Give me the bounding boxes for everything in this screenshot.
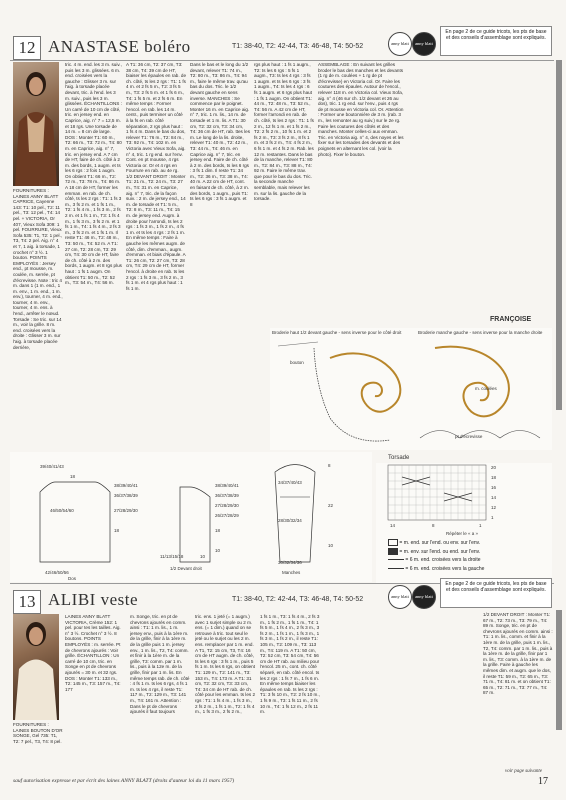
torsade-col-8: 8 <box>432 523 435 528</box>
devant-dim-1: 11/13/15/18 <box>160 554 184 559</box>
legend-2 <box>388 548 480 556</box>
dos-dim-3: 46/50/54/60 <box>50 508 74 513</box>
torsade-row-1: 1 <box>491 515 494 520</box>
col1-fournitures: FOURNITURES : LAINES ANNY BLATT CAPRICE, Cayenne 143: T1: 10 pel., T2: 11 pel., T3: 12 pel., T4: 14 pel. + VICTORIA, Or 407, Vieux Sofa 309: 1 pel. FOURRURE, Vieux Sofa 535: T1, T2: 1 pel., T3, T4: 2 pel. Aig. n° 4 et 7, 1 aig. à torsade, 1 crochet n° 3 ½. 1 bouton. POINTS EMPLOYÉS : Jersey end., pt mousse, m. coulée, m. serrée, pt d'écrevisse. Note : tric 4 m. dans 1 (1 m. end., 1 m. env., 1 m. end., 1 m. env.), tourner, 4 m. end., tourner, 4 m. env., tourner, 4 m. ens. à l'end., arrêter le nœud. Torsade : Se tric. sur 14 m., voir la grille. 8 m. end. croisées vers la droite : Glisser 3 m. sur l'aig. à torsade placée derrière, <box>13 188 63 350</box>
legend-3 <box>388 557 481 564</box>
devant-side-3: 27/28/29/30 <box>215 503 239 508</box>
torsade-label: Torsade <box>388 455 410 461</box>
broderie-diagram <box>270 328 552 450</box>
anny-blatt-logo <box>388 32 412 56</box>
manche-dim-6: 10 <box>328 543 334 548</box>
legend-3-text: = 6 m. end. croisées vers la droite <box>405 557 481 563</box>
footer-copyright: sauf autorisation expresse et par écrit des laines ANNY BLATT (droits d'auteur loi du 11 mars 1957) <box>13 778 235 784</box>
broderie-ecrevisse-label: pt d'écrevisse <box>455 434 483 439</box>
dos-dim-4: 42/46/50/56 <box>45 570 69 575</box>
page-edge-strip-2 <box>556 610 562 730</box>
guide-note: En page 2 de ce guide tricots, les pts de base et des conseils d'assemblage sont expliqués. <box>440 26 552 56</box>
manche-dim-3: 30/32/34/36 <box>278 560 302 565</box>
devant-side-4: 26/27/28/29 <box>215 513 239 518</box>
dos-side-4: 18 <box>114 528 120 533</box>
footer-next: voir page suivante <box>505 769 542 774</box>
col4-text: Dans le bas et le long du 1/2 devant, relever T1: 74 m., T2: 80 m., T3: 86 m., T4: 94 m., faire le même trav. qu'au bas du dos. Tric. le 1/2 devant gauche en sens inverse. MANCHES : Se commence par le poignet. Monter 16 m. en Caprice aig. n° 7, tric. 1 m. lis., 14 m. de torsade et 1 m. lis. A T1: 30 cm, T2: 32 cm, T3: 34 cm, T4: 36 cm de HT, rab. ttes les m. Le long de la lis. droite, relever T1: 40 m., T2: 42 m., T3: 44 m., T4: 46 m. en Caprice aig. n° 7, tric. en jersey end. Faire de ch. côté à 2 m. des bords, ts les 6 rgs : 3 fs 1 dim. Il reste T1: 34 m., T2: 36 m., T3: 38 m., T4: 40 m. A 22 cm de HT, cont. en faisant de ch. côté, à 2 m. des bords, 1 augm., puis T1: ts les 6 rgs : 3 fs 1 augm. et 8 <box>190 62 250 207</box>
devant-side-5: 18 <box>215 528 221 533</box>
page-edge-strip <box>556 60 562 410</box>
guide-note-2: En page 2 de ce guide tricots, les pts de base et des conseils d'assemblage sont expliqués. <box>440 578 552 608</box>
legend-1-text: = m. end. sur l'end. ou env. sur l'env. <box>399 539 481 546</box>
model-silhouette <box>13 62 59 186</box>
devant-side-6: 10 <box>215 548 221 553</box>
section-sizes-2: T1: 38-40, T2: 42-44, T3: 46-48, T4: 50-52 <box>232 596 364 603</box>
broderie-svg <box>270 328 552 450</box>
manche-dim-4: 8 <box>328 463 331 468</box>
devant-label: 1/2 Devant droit <box>170 566 202 571</box>
col3-text: A T1: 36 cm, T2: 37 cm, T3: 38 cm, T4: 39 cm de HT, biaiser les épaules en rab. de ch. côté, ts les 2 rgs : T1: 1 fs 4 m. et 2 fs 5 m., T2: 3 fs 5 m., T3: 2 fs 5 m. et 1 fs 6 m., T4: 1 fs 5 m. et 2 fs 6 m. En même temps : Former l'encol. en rab. les 14 m. centr., puis terminer un côté à la fs en rab. côté séparation, 2 rgs plus haut : 1 fs 4 m. Dans le bas du dos, relever T1: 76 m., T2: 84 m., T3: 92 m., T4: 102 m. en Victoria avec Vieux Sofa, aig. n° 4, tric. 1 rg end. sur l'env. Cont. en pt mousse, 4 rgs Victoria or. Or et 4 rgs en Fourrure en rab. au 4e rg. 1/2 DEVANT DROIT : Monter T1: 21 m., T2: 24 m., T3: 27 m., T4: 31 m. en Caprice, aig. n° 7, tric. de la façon suiv. : 2 m. de jersey end., 14 m. de torsade et T1: 5 m., T2: 8 m., T3: 11 m., T4: 15 m. de jersey end. Augm. à droite pour l'arrondi, ts les 2 rgs : 1 fs 3 m., 1 fs 2 m., 4 fs 1 m. et ts les 4 rgs : 2 fs 1 m. En même temps : Faire à gauche les mêmes augm. de côté, dim. d'emman., augm. d'emman. et biais d'épaule. A T1: 26 cm, T2: 27 cm, T3: 28 cm, T4: 29 cm de HT, former l'encol. à droite en rab. ts les 2 rgs : 1 fs 3 m., 3 fs 2 m., 3 fs 1 m. et 4 rgs plus haut : 1 fs 1 m. <box>126 62 186 291</box>
dos-label: Dos <box>68 576 77 581</box>
page-number: 17 <box>538 776 548 787</box>
manche-dim-5: 22 <box>328 503 334 508</box>
section-title-2: ALIBI veste <box>48 590 139 609</box>
manche-dim-2: 28/30/32/34 <box>278 518 302 523</box>
francoise-label: FRANÇOISE <box>490 316 532 323</box>
devant-side-2: 36/37/38/39 <box>215 493 239 498</box>
torsade-row-14: 14 <box>491 495 497 500</box>
torsade-col-14: 14 <box>390 523 396 528</box>
s2-col5-text: 1/2 DEVANT DROIT : Monter T1: 67 m., T2: 73 m., T3: 79 m., T4: 89 m. Songe, tric. en pt de chevrons ajourés en comm. ainsi : T1: 1 m. lis., comm. et finir à la 1ère m. de la grille, puis 1 m. lis., T2, T4: comm. par 1 m. lis., puis à la 1ère m. de la grille, finir par 1 m. lis., T3: comm. à la 1ère m. de la grille. Faire à gauche les mêmes dim. et augm. que le dos, il reste T1: 59 m., T2: 65 m., T3: 71 m., T4: 81 m. et on obtient T1: 65 m., T2: 71 m., T3: 77 m., T4: 87 m. <box>483 612 553 696</box>
legend-4-text: = 6 m. end. croisées vers la gauche <box>405 566 485 572</box>
col6-text: ASSEMBLAGE : En suivant les grilles broder le bas des manches et les devants (1 rg de m. coulées + 1 rg de pt d'écrevisse) en Victoria col. Or. Faire les coutures des épaules. Autour de l'encol., relever 118 m. en Victoria col. Vieux Sofa, aig. n° 4 (46 sur ch. 1/2 devant et 26 au dos), tric. 1 rg end. sur l'env., puis 4 rgs de pt mousse en Victoria col. Or. Attention : Former une boutonnière de 3 m. (rab. 3 m., les remonter au rg suiv.) sur le 2e rg. Faire les coutures des côtés et des manches. Monter celles-ci aux emman. Tric. en Victoria aig. n° 4, des noyes et les fixer sur les torsades des devants et des poignets en alternant les col. (voir la photo). Fixer le bouton. <box>318 62 404 157</box>
section-sizes: T1: 38-40, T2: 42-44, T3: 46-48, T4: 50-52 <box>232 43 364 50</box>
broderie-coulees-label: m. coulées <box>475 386 497 391</box>
model-silhouette-2 <box>13 614 59 720</box>
logo-text-dark: anny blatt <box>415 41 433 46</box>
dos-side-3: 27/28/29/30 <box>114 508 138 513</box>
legend-1 <box>388 539 480 547</box>
torsade-repeat: Répéter le « a » <box>446 531 479 536</box>
legend-4 <box>388 566 484 573</box>
torsade-row-12: 12 <box>491 505 497 510</box>
photo-caption-2: FOURNITURES : LAINES BOUTON D'OR SONGE, Gel 735: T1, T2: 7 pel., T3, T4: 8 pel. <box>13 722 63 744</box>
torsade-row-20: 20 <box>491 465 497 470</box>
anny-blatt-logo-2 <box>388 585 412 609</box>
manches-label: Manches <box>282 570 301 575</box>
s2-col2-text: m. Songe, tric. en pt de chevrons ajourés en comm. ainsi : T1: 1 m. lis., 1 m. jersey env., puis à la 1ère m. de la grille, finir à la 1ère m. de la grille puis 1 m. jersey env., 1 m. lis., T2, T4: comm. et finir à la 1ère m. de la grille, T3: comm. par 1 m. lis., puis à la 12e m. de la grille, finir par 1 m. lis. En même temps rab. de ch. côté : 4 fs 1 m. ts les 6 rgs, 4 fs 1 m. ts les 4 rgs, il reste T1: 117 m., T2: 129 m., T3: 141 m., T4: 161 m. Attention : Dans le pt de chevrons ajourés il faut toujours <box>130 614 190 715</box>
schema-diagrams <box>10 452 372 582</box>
torsade-row-18: 18 <box>491 475 497 480</box>
torsade-svg <box>376 463 552 583</box>
logo-text-2: anny blatt <box>391 594 409 599</box>
s2-col1-text: LAINES ANNY BLATT VICTORIA, Crème 152: 1 pel. pour tes les tailles. Aig. n° 3 ½. Crochet n° 3 ½. 8 boutons. POINTS EMPLOYÉS : m. serrée. Pt de chevrons ajourés : Voir grille. ÉCHANTILLON : Un carré de 10 cm, tric. en Songe en pt de chevrons ajourés = 30 m. et 32 rgs. DOS : Monter T1: 133 m., T2: 145 m., T3: 157 m., T4: 177 <box>65 614 121 692</box>
broderie-label-2: Broderie manche gauche - sens inverse pour la manche droite <box>418 330 543 335</box>
s2-col3-text: tric. ens. 1 jeté (= 1 augm.) avec 1 surjet simple ou 2 m. ens. (= 1 dim.) quand on se retrouve à tric. tout seul le jeté ou le surjet ou les 2 m. ens. remplacer par 1 m. end. A T1, T2: 15 cm, T3, T4: 16 cm de HT augm. de ch. côté, ts les 6 rgs : 3 fs 1 m., puis 5 fs 1 m. ts les 6 rgs, on obtient T1: 129 m., T2: 141 m., T3: 153 m., T4: 173 m. A T1: 31 cm, T2: 32 cm, T3: 33 cm, T4: 34 cm de HT rab. de ch. côté pour les emman. ts les 2 rgs : T1: 1 fs 4 m., 1 fs 3 m., 2 fs 2 m., 1 fs 1 m., T2: 1 fs 4 m., 1 fs 3 m., 2 fs 2 m., <box>195 614 255 715</box>
dos-side-1: 38/39/40/41 <box>114 483 138 488</box>
logo-text-dark-2: anny blatt <box>415 594 433 599</box>
dos-dim-2: 18 <box>70 474 76 479</box>
manche-dim-1: 34/37/40/43 <box>278 480 302 485</box>
logo-text: anny blatt <box>391 41 409 46</box>
anny-blatt-logo-dark <box>412 32 436 56</box>
torsade-row-16: 16 <box>491 485 497 490</box>
section-divider <box>10 60 554 61</box>
legend-2-text: = m. env. sur l'end. ou end. sur l'env. <box>399 548 481 555</box>
torsade-col-1: 1 <box>479 523 482 528</box>
section-number: 12 <box>13 36 41 60</box>
broderie-label-1: Broderie haut 1/2 devant gauche - sens inverse pour le côté droit <box>272 330 402 335</box>
dos-side-2: 36/37/38/39 <box>114 493 138 498</box>
devant-side-1: 38/39/40/41 <box>215 483 239 488</box>
col5-text: rgs plus haut : 1 fs 1 augm., T2: ts les 6 rgs : 5 fs 1 augm., T3: ts les 4 rgs : 3 fs 1 augm. et ts les 6 rgs : 3 fs 1 augm., T4: ts les 4 rgs : 6 fs 1 augm. et 6 rgs plus haut : 1 fs 1 augm. On obtient T1: 44 m., T2: 48 m., T3: 52 m., T4: 56 m. A 42 cm de HT, former l'arrondi en rab. de ch. côté, ts les 2 rgs : T1: 1 fs 2 m., 12 fs 1 m. et 1 fs 2 m., T2: 2 fs 2 m., 10 fs 1 m. et 2 fs 2 m., T3: 3 fs 2 m., 8 fs 1 m. et 3 fs 2 m., T4: 4 fs 2 m., 6 fs 1 m. et 4 fs 2 m. Rab. les 12 m. restantes. Dans le bas de la manche, relever T1: 80 m., T2: 84 m., T3: 88 m., T4: 92 m. Faire le même trav. que pour le bas du dos. Tric. la seconde manche semblable, mais relever les m. sur la lis. gauche de la torsade. <box>254 62 314 202</box>
model-photo-2 <box>13 614 59 720</box>
torsade-chart <box>376 463 552 583</box>
section-number-2: 13 <box>13 590 41 614</box>
schema-svg <box>10 452 372 582</box>
s2-col4-text: 1 fs 1 m., T3: 1 fs 4 m., 2 fs 3 m., 1 fs 2 m., 1 fs 1 m., T4: 1 fs 5 m., 1 fs 4 m., 2 fs 3 m., 3 fs 2 m., 1 fs 1 m., 1 fs 3 m., 1 fs 3 m., 1 fs 2 m., il reste T1: 105 m., T2: 109 m., T3: 113 m., T4: 119 m. A T1: 50 cm, T2: 52 cm, T3: 54 cm, T4: 56 cm de HT rab. au milieu pour l'encol. 25 m., cont. ch. côté séparé, en rab. côté encol. ts les 2 rgs : 1 fs 7 m., 1 fs 6 m. En même temps biaiser les épaules en rab. ts les 2 rgs : T1: 3 fs 10 m., T2: 2 fs 10 m., 1 fs 9 m., T3: 1 fs 11 m., 2 fs 10 m., T4: 1 fs 12 m., 2 fs 11 m. <box>260 614 320 715</box>
anny-blatt-logo-dark-2 <box>412 585 436 609</box>
model-photo <box>13 62 59 186</box>
broderie-bouton-label: bouton <box>290 360 304 365</box>
section-title: ANASTASE boléro <box>48 37 191 56</box>
devant-dim-2: 10 <box>200 554 206 559</box>
dos-dim-1: 39/40/41/43 <box>40 464 64 469</box>
col2-text: tric. 4 m. end. les 3 m. suiv., puis les 3 m. glissées. 6 m. end. croisées vers la gauche : Glisser 3 m. sur l'aig. à torsade placée devant, tric. à l'end. les 3 m. suiv., puis les 3 m. glissées. ÉCHANTILLONS : Un carré de 10 cm de côté, tric. en jersey end. en Caprice, aig. n° 7 = 12,5 m. et 18 rgs. Une torsade de 14 m. = 8 cm de large. DOS : Monter T1: 60 m., T2: 66 m., T3: 72 m., T4: 80 m. en Caprice, aig. n° 7, tric. en jersey end. A 7 cm de HT, faire de ch. côté à 2 m. des bords, 1 augm. et ts les 6 rgs : 2 fois 1 augm. On obtient T1: 66 m., T2: 72 m., T3: 78 m., T4: 86 m. A 18 cm de HT, former les emman. en rab. de ch. côté, ts les 2 rgs : T1: 1 fs 3 m., 3 fs 2 m. et 1 fs 1 m., T2: 1 fs 4 m., 1 fs 3 m., 2 fs 2 m. et 1 fs 1 m., T3: 1 fs 4 m., 1 fs 3 m., 3 fs 2 m. et 1 fs 1 m., T4: 1 fs 4 m., 2 fs 3 m., 3 fs 2 m. et 1 fs 1 m. Il reste T1: 46 m., T2: 48 m., T3: 50 m., T4: 52 m. A T1: 27 cm, T2: 28 cm, T3: 29 cm, T4: 30 cm de HT, faire de ch. côté à 2 m. des bords, 1 augm. et 8 rgs plus haut : 1 fs 1 augm. On obtient T1: 50 m., T2: 52 m., T3: 54 m., T4: 56 m. <box>65 62 122 286</box>
